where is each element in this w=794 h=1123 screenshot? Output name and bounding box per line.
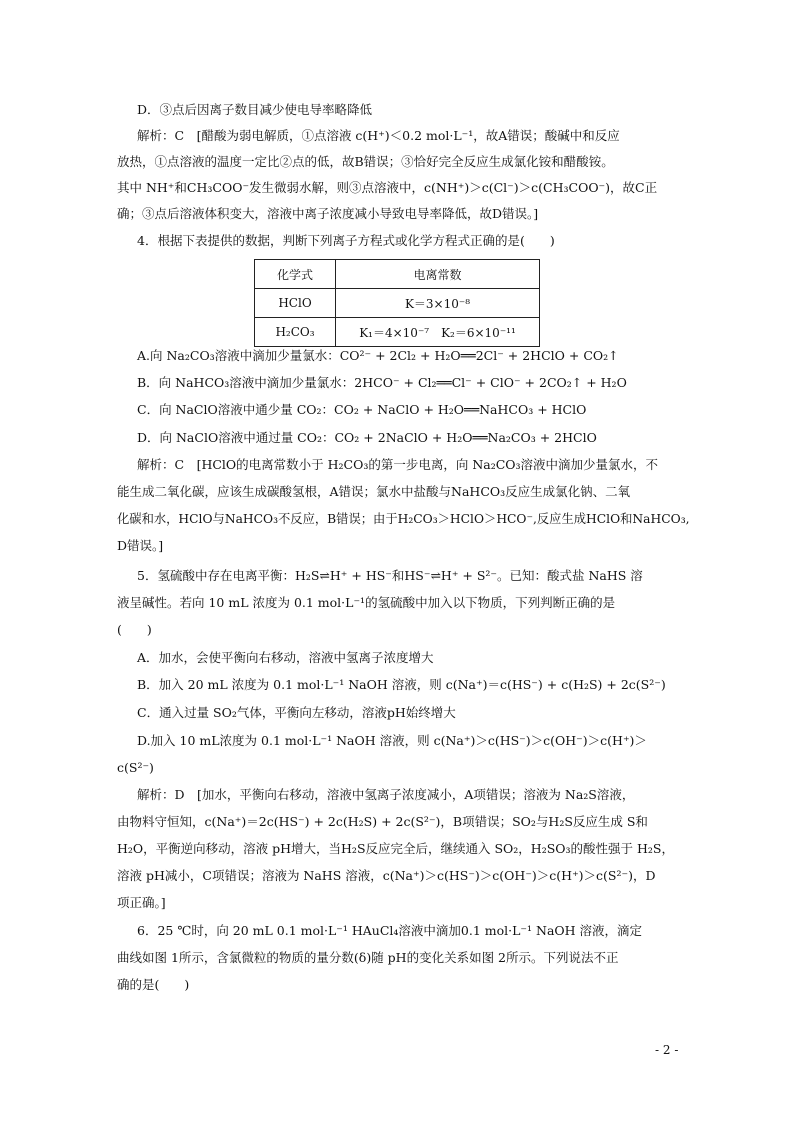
option-b: B．向 NaHCO₃溶液中滴加少量氯水：2HCO⁻ + Cl₂══Cl⁻ + ClO⁻ + 2CO₂↑ + H₂O <box>137 375 627 390</box>
option-b: B．加入 20 mL 浓度为 0.1 mol·L⁻¹ NaOH 溶液，则 c(Na⁺)＝c(HS⁻) + c(H₂S) + 2c(S²⁻) <box>137 677 666 692</box>
table-cell: K₁＝4×10⁻⁷ K₂＝6×10⁻¹¹ <box>336 318 540 347</box>
text-line: 确的是( ) <box>117 977 190 992</box>
option-a: A．加水，会使平衡向右移动，溶液中氢离子浓度增大 <box>137 650 434 665</box>
text-line: 液呈碱性。若向 10 mL 浓度为 0.1 mol·L⁻¹的氢硫酸中加入以下物质，下列判断正确的是 <box>117 595 616 610</box>
text-line: D错误。] <box>117 538 164 553</box>
ionization-constant-table <box>254 259 540 347</box>
text-line: c(S²⁻) <box>117 760 154 775</box>
text-line: 化碳和水，HClO与NaHCO₃不反应，B错误；由于H₂CO₃＞HClO＞HCO⁻,反应生成HClO和NaHCO₃, <box>117 511 690 526</box>
text-line: 由物料守恒知，c(Na⁺)＝2c(HS⁻) + 2c(H₂S) + 2c(S²⁻)，B项错误；SO₂与H₂S反应生成 S和 <box>117 814 648 829</box>
text-line: ( ) <box>117 622 152 637</box>
page-number: - 2 - <box>655 1043 679 1057</box>
table-header-cell: 化学式 <box>255 260 336 289</box>
text-line: 溶液 pH减小，C项错误；溶液为 NaHS 溶液，c(Na⁺)＞c(HS⁻)＞c(OH⁻)＞c(H⁺)＞c(S²⁻)，D <box>117 868 656 883</box>
text-line: 曲线如图 1所示，含氯微粒的物质的量分数(δ)随 pH的变化关系如图 2所示。下列说法不正 <box>117 950 619 965</box>
text-line: 解析：D [加水，平衡向右移动，溶液中氢离子浓度减小，A项错误；溶液为 Na₂S溶液， <box>137 787 635 802</box>
option-a: A.向 Na₂CO₃溶液中滴加少量氯水：CO²⁻ + 2Cl₂ + H₂O══2Cl⁻ + 2HClO + CO₂↑ <box>137 348 619 363</box>
table-cell: HClO <box>255 289 336 318</box>
question-6: 6．25 ℃时，向 20 mL 0.1 mol·L⁻¹ HAuCl₄溶液中滴加0.1 mol·L⁻¹ NaOH 溶液，滴定 <box>137 923 643 938</box>
table-row <box>255 318 540 347</box>
text-line: 解析：C [HClO的电离常数小于 H₂CO₃的第一步电离，向 Na₂CO₃溶液中滴加少量氯水，不 <box>137 457 659 472</box>
text-line: 其中 NH⁺和CH₃COO⁻发生微弱水解，则③点溶液中，c(NH⁺)＞c(Cl⁻)＞c(CH₃COO⁻)，故C正 <box>117 180 658 195</box>
table-header-cell: 电离常数 <box>336 260 540 289</box>
table-row <box>255 289 540 318</box>
text-line: 项正确。] <box>117 895 166 910</box>
table-cell: H₂CO₃ <box>255 318 336 347</box>
text-line: 能生成二氧化碳，应该生成碳酸氢根，A错误；氯水中盐酸与NaHCO₃反应生成氯化钠、二氧 <box>117 484 631 499</box>
text-line: 解析：C [醋酸为弱电解质，①点溶液 c(H⁺)＜0.2 mol·L⁻¹，故A错误；酸碱中和反应 <box>137 128 620 143</box>
question-4: 4．根据下表提供的数据，判断下列离子方程式或化学方程式正确的是( ) <box>137 233 555 248</box>
text-line: 放热，①点溶液的温度一定比②点的低，故B错误；③恰好完全反应生成氯化铵和醋酸铵。 <box>117 154 614 169</box>
text-line: D．③点后因离子数目减少使电导率略降低 <box>137 102 373 117</box>
option-d: D．向 NaClO溶液中通过量 CO₂：CO₂ + 2NaClO + H₂O══Na₂CO₃ + 2HClO <box>137 430 597 445</box>
option-c: C．向 NaClO溶液中通少量 CO₂：CO₂ + NaClO + H₂O══NaHCO₃ + HClO <box>137 402 587 417</box>
option-d: D.加入 10 mL浓度为 0.1 mol·L⁻¹ NaOH 溶液，则 c(Na⁺)＞c(HS⁻)＞c(OH⁻)＞c(H⁺)＞ <box>137 733 647 748</box>
text-line: H₂O，平衡逆向移动，溶液 pH增大，当H₂S反应完全后，继续通入 SO₂，H₂SO₃的酸性强于 H₂S， <box>117 841 674 856</box>
table-cell: K＝3×10⁻⁸ <box>336 289 540 318</box>
option-c: C．通入过量 SO₂气体，平衡向左移动，溶液pH始终增大 <box>137 705 456 720</box>
table-header-row <box>255 260 540 289</box>
question-5: 5．氢硫酸中存在电离平衡：H₂S⇌H⁺ + HS⁻和HS⁻⇌H⁺ + S²⁻。已知：酸式盐 NaHS 溶 <box>137 568 643 583</box>
text-line: 确；③点后溶液体积变大，溶液中离子浓度减小导致电导率降低，故D错误。] <box>117 206 539 221</box>
